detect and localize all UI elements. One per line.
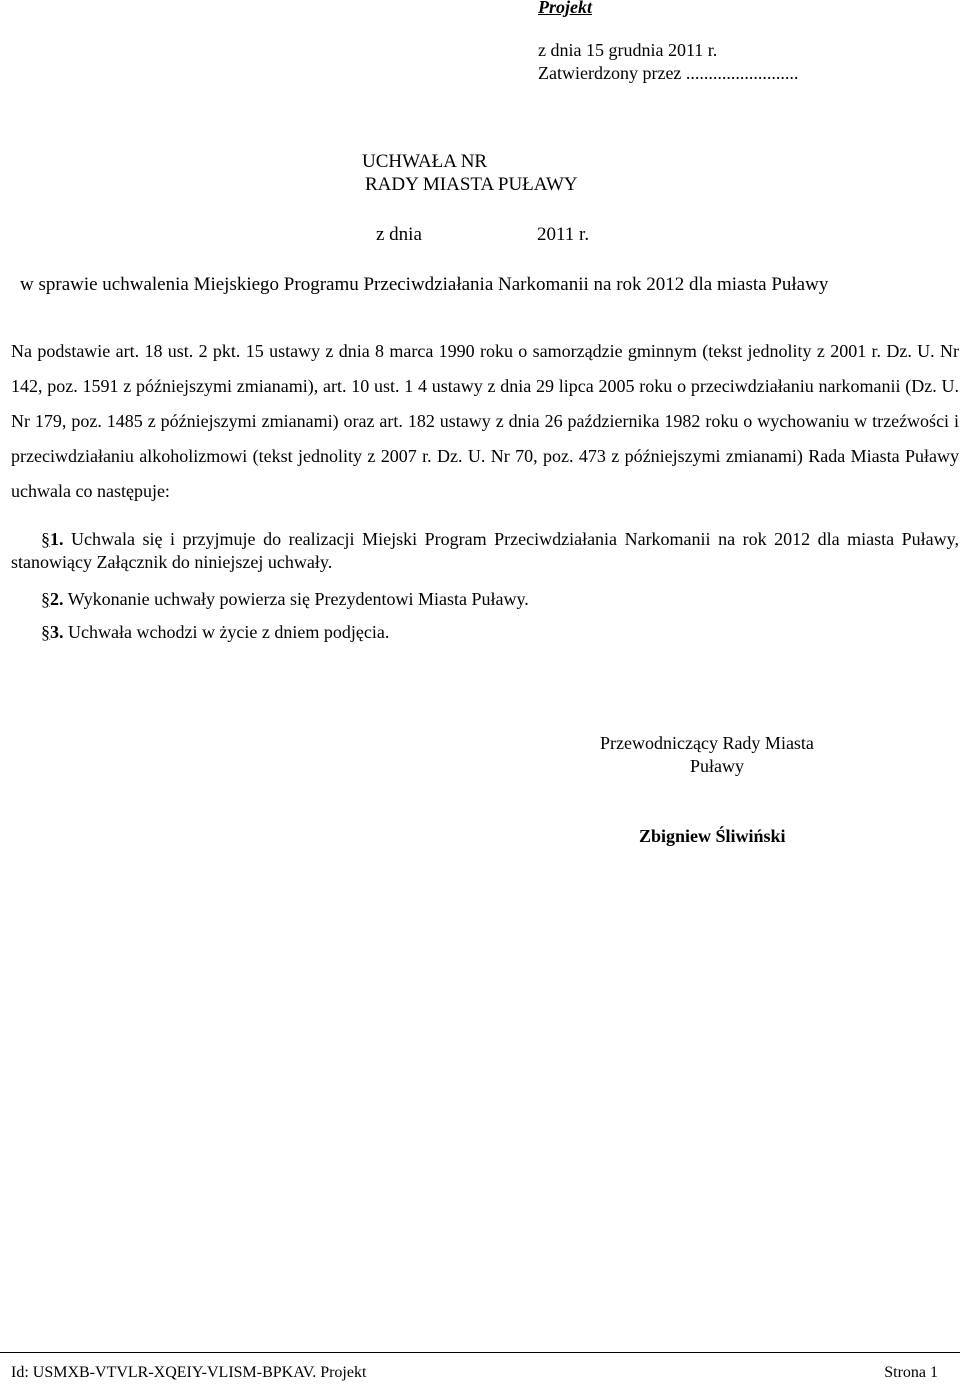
footer-page-number: Strona 1 bbox=[884, 1364, 938, 1381]
title-date-year: 2011 r. bbox=[537, 224, 590, 245]
header-approved: Zatwierdzony przez ......................... bbox=[538, 63, 799, 83]
section-text: Wykonanie uchwały powierza się Prezydentowi Miasta Puławy. bbox=[67, 589, 529, 609]
header-date: z dnia 15 grudnia 2011 r. bbox=[538, 40, 718, 60]
section-number: 3. bbox=[50, 622, 64, 642]
title-line-1: UCHWAŁA NR bbox=[362, 151, 488, 172]
section-symbol: § bbox=[41, 529, 50, 549]
signature-title-2: Puławy bbox=[690, 756, 744, 776]
section-text: Uchwala się i przyjmuje do realizacji Miejski Program Przeciwdziałania Narkomanii na rok 2012 dla miasta Puławy, stanowiący Załącznik do niniejszej uchwały. bbox=[11, 529, 959, 572]
section-1 bbox=[11, 528, 959, 574]
resolution-subject: w sprawie uchwalenia Miejskiego Programu Przeciwdziałania Narkomanii na rok 2012 dla miasta Puławy bbox=[20, 274, 829, 295]
section-2 bbox=[11, 588, 959, 611]
section-number: 2. bbox=[50, 589, 64, 609]
section-text: Uchwała wchodzi w życie z dniem podjęcia. bbox=[68, 622, 390, 642]
signature-title-1: Przewodniczący Rady Miasta bbox=[600, 733, 814, 753]
section-3 bbox=[11, 621, 959, 644]
title-date-label: z dnia bbox=[376, 224, 422, 245]
footer-document-id: Id: USMXB-VTVLR-XQEIY-VLISM-BPKAV. Projekt bbox=[11, 1364, 367, 1381]
section-number: 1. bbox=[50, 529, 64, 549]
section-symbol: § bbox=[41, 589, 50, 609]
draft-label: Projekt bbox=[538, 0, 592, 17]
section-symbol: § bbox=[41, 622, 50, 642]
title-line-2: RADY MIASTA PUŁAWY bbox=[365, 174, 578, 195]
footer-divider bbox=[0, 1352, 960, 1353]
preamble: Na podstawie art. 18 ust. 2 pkt. 15 ustawy z dnia 8 marca 1990 roku o samorządzie gminnym (tekst jednolity z 2001 r. Dz. U. Nr 142, poz. 1591 z późniejszymi zmianami), art. 10 ust. 1 4 ustawy z dnia 29 lipca 2005 roku o przeciwdziałaniu narkomanii (Dz. U. Nr 179, poz. 1485 z późniejszymi zmianami) oraz art. 182 ustawy z dnia 26 października 1982 roku o wychowaniu w trzeźwości i przeciwdziałaniu alkoholizmowi (tekst jednolity z 2007 r. Dz. U. Nr 70, poz. 473 z późniejszymi zmianami) Rada Miasta Puławy uchwala co następuje: bbox=[11, 341, 959, 501]
signature-name: Zbigniew Śliwiński bbox=[639, 826, 786, 846]
